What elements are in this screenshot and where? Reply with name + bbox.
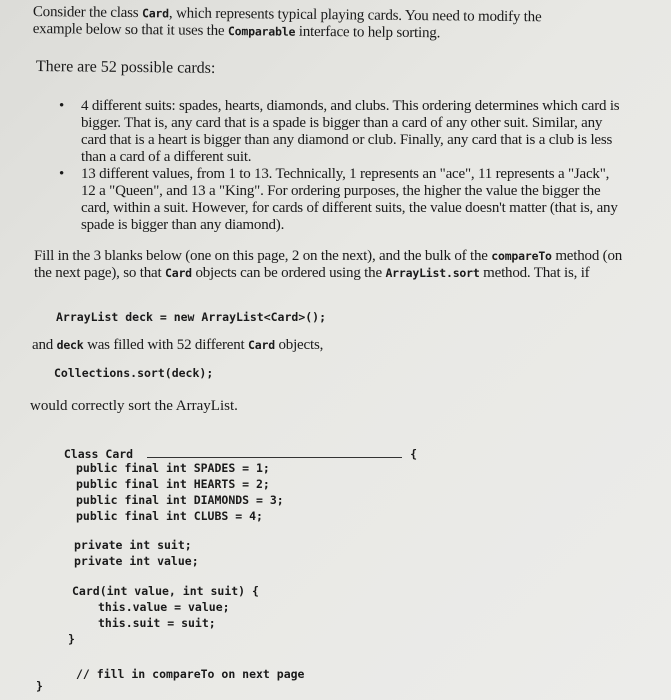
list-item-text: 4 different suits: spades, hearts, diamonds, and clubs. This ordering determines which card is bigger. That is, any card that is a spade is bigger than a card of any other suit. Similar, any card that is a heart is bigger than any diamond or club. Finally, any card that is a club is less than a card of a different suit. (81, 98, 620, 165)
code-collections-sort: Collections.sort(deck); (54, 366, 214, 380)
fill-text: method. That is, if (479, 265, 590, 281)
bullet-icon: • (59, 98, 65, 114)
possible-cards-heading: There are 52 possible cards: (35, 58, 216, 77)
deck-text: was filled with 52 different (83, 337, 249, 353)
intro-text: , which represents typical playing cards. You need to modify the example below so that it uses the (32, 5, 542, 40)
constant-line: public final int CLUBS = 4; (76, 509, 263, 523)
rules-list (59, 98, 624, 234)
field-line: private int value; (74, 554, 199, 568)
constructor-block (68, 583, 259, 647)
code-card: Card (248, 338, 275, 352)
list-item (59, 98, 624, 166)
fields-block (74, 537, 199, 569)
intro-text: interface to help sorting. (295, 23, 441, 42)
intro-text: Consider the class (32, 4, 143, 22)
list-item (59, 166, 624, 234)
constant-line: public final int SPADES = 1; (76, 461, 270, 475)
constructor-close: } (68, 632, 75, 646)
deck-text: and (32, 337, 57, 353)
deck-text: objects, (274, 337, 324, 353)
class-header: Class Card (63, 447, 134, 461)
field-line: private int suit; (74, 538, 192, 552)
constant-line: public final int HEARTS = 2; (76, 477, 270, 491)
code-comparable: Comparable (227, 24, 296, 39)
deck-sentence (32, 337, 323, 354)
code-compareto: compareTo (491, 249, 552, 263)
fill-paragraph (34, 248, 629, 282)
code-arraylist-sort: ArrayList.sort (385, 266, 480, 280)
fill-text: method (on the next page), so that (34, 248, 623, 281)
code-deck-declaration: ArrayList deck = new ArrayList<Card>(); (56, 310, 327, 324)
would-sort-text: would correctly sort the ArrayList. (30, 398, 238, 414)
fill-text: Fill in the 3 blanks below (one on this page, 2 on the next), and the bulk of the (34, 248, 492, 264)
constructor-line: this.suit = suit; (98, 616, 216, 630)
constructor-line: this.value = value; (98, 600, 230, 614)
compareto-comment: // fill in compareTo on next page (76, 667, 305, 681)
constants-block (76, 460, 284, 524)
intro-paragraph (33, 4, 593, 44)
constant-line: public final int DIAMONDS = 3; (76, 493, 284, 507)
code-card: Card (165, 266, 192, 280)
list-item-text: 13 different values, from 1 to 13. Technically, 1 represents an "ace", 11 represents a "Jack", 12 a "Queen", and 13 a "King". For ordering purposes, the higher the value the bigger the card, within a suit. However, for cards of different suits, the value doesn't matter (that is, any spade is bigger than any diamond). (81, 166, 618, 233)
code-card: Card (141, 6, 169, 21)
fill-text: objects can be ordered using the (191, 265, 386, 281)
constructor-signature: Card(int value, int suit) { (72, 584, 259, 598)
bullet-icon: • (59, 166, 65, 182)
class-declaration (50, 430, 417, 462)
code-deck: deck (56, 338, 84, 352)
class-close-brace: } (36, 679, 43, 693)
open-brace: { (410, 447, 418, 461)
blank-implements[interactable] (147, 447, 402, 458)
